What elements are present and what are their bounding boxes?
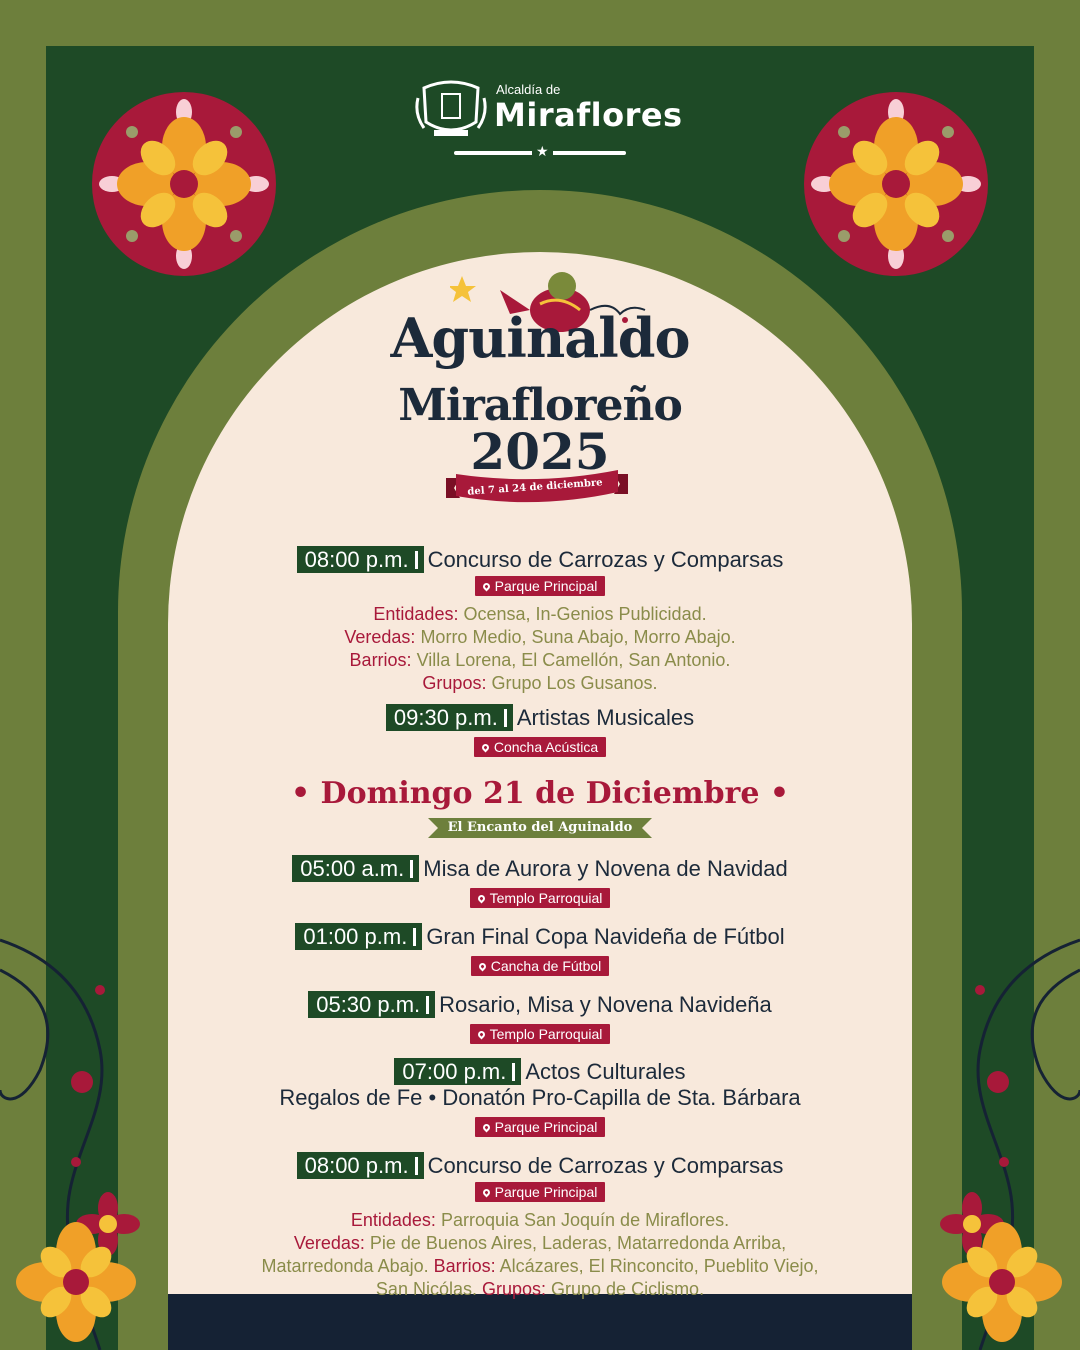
- pin-icon: [480, 743, 490, 753]
- municipal-logo: [414, 74, 683, 164]
- location-badge: Cancha de Fútbol: [471, 956, 610, 976]
- festival-title-line1: Aguinaldo: [390, 306, 690, 370]
- event-title: Rosario, Misa y Novena Navideña: [439, 991, 772, 1017]
- event-row: [0, 855, 1080, 882]
- event-row: [0, 923, 1080, 950]
- event-row: [0, 704, 1080, 731]
- festival-title-line2: Mirafloreño: [398, 380, 682, 431]
- org-prefix: Alcaldía de: [496, 82, 561, 97]
- detail-line: Grupos: Grupo Los Gusanos.: [422, 673, 658, 693]
- event-time: 08:00 p.m.: [297, 1152, 424, 1179]
- pin-icon: [477, 962, 487, 972]
- location-row: [0, 576, 1080, 596]
- pin-icon: [481, 1188, 491, 1198]
- pin-icon: [481, 1123, 491, 1133]
- location-badge: Templo Parroquial: [470, 1024, 611, 1044]
- detail-line: Entidades: Parroquia San Joquín de Miraflores.: [350, 1210, 730, 1230]
- day-subtitle: El Encanto del Aguinaldo: [447, 820, 633, 835]
- event-time: 05:30 p.m.: [308, 991, 435, 1018]
- location-badge: Parque Principal: [475, 1117, 606, 1137]
- detail-line: Matarredonda Abajo. Barrios: Alcázares, El Rinconcito, Pueblito Viejo,: [261, 1256, 819, 1276]
- location-badge: Concha Acústica: [474, 737, 606, 757]
- location-row: [0, 1117, 1080, 1137]
- festival-title-year: 2025: [470, 422, 610, 481]
- event-title: Artistas Musicales: [516, 704, 695, 730]
- event-time: 08:00 p.m.: [297, 546, 424, 573]
- star-icon: ★: [532, 144, 553, 160]
- event-row: [0, 1058, 1080, 1085]
- pin-icon: [481, 582, 491, 592]
- event-time: 05:00 a.m.: [292, 855, 419, 882]
- event-row: [0, 1152, 1080, 1179]
- event-title: Gran Final Copa Navideña de Fútbol: [426, 923, 785, 949]
- festival-dates: del 7 al 24 de diciembre: [467, 477, 603, 498]
- day-heading: • Domingo 21 de Diciembre •: [290, 776, 790, 811]
- location-row: [0, 737, 1080, 757]
- detail-line: Entidades: Ocensa, In-Genios Publicidad.: [373, 604, 707, 624]
- bottom-band: [168, 1294, 912, 1350]
- location-row: [0, 1024, 1080, 1044]
- event-title: Concurso de Carrozas y Comparsas: [427, 1152, 784, 1178]
- coat-of-arms-icon: [414, 78, 488, 140]
- event-subtitle: Regalos de Fe • Donatón Pro-Capilla de Sta. Bárbara: [279, 1085, 801, 1110]
- event-row: [0, 546, 1080, 573]
- detail-line: San Nicólas. Grupos: Grupo de Ciclismo.: [375, 1279, 705, 1299]
- location-badge: Parque Principal: [475, 576, 606, 596]
- detail-line: Veredas: Morro Medio, Suna Abajo, Morro Abajo.: [344, 627, 736, 647]
- event-time: 07:00 p.m.: [394, 1058, 521, 1085]
- event-time: 01:00 p.m.: [295, 923, 422, 950]
- location-badge: Parque Principal: [475, 1182, 606, 1202]
- location-row: [0, 1182, 1080, 1202]
- right-rosette-icon: [804, 92, 988, 276]
- detail-line: Veredas: Pie de Buenos Aires, Laderas, Matarredonda Arriba,: [293, 1233, 787, 1253]
- location-row: [0, 956, 1080, 976]
- detail-line: Barrios: Villa Lorena, El Camellón, San Antonio.: [349, 650, 731, 670]
- event-time: 09:30 p.m.: [386, 704, 513, 731]
- event-title: Concurso de Carrozas y Comparsas: [427, 546, 784, 572]
- left-rosette-icon: [92, 92, 276, 276]
- pin-icon: [476, 894, 486, 904]
- event-title: Actos Culturales: [525, 1058, 686, 1084]
- pin-icon: [476, 1030, 486, 1040]
- org-name: Miraflores: [494, 96, 683, 134]
- event-row: [0, 991, 1080, 1018]
- location-row: [0, 888, 1080, 908]
- location-badge: Templo Parroquial: [470, 888, 611, 908]
- event-title: Misa de Aurora y Novena de Navidad: [423, 855, 788, 881]
